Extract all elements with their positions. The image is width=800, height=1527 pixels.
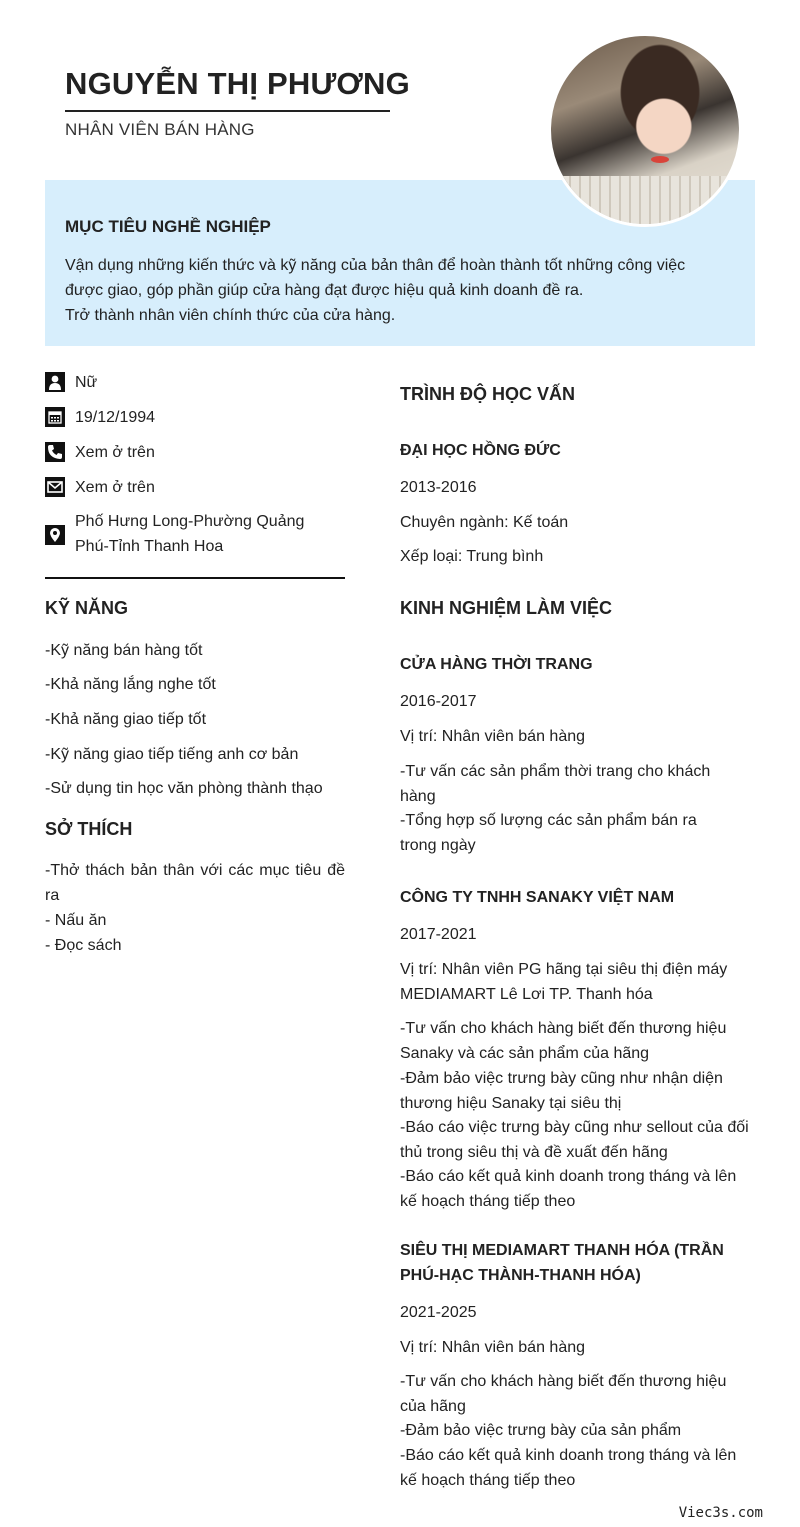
skills-heading: KỸ NĂNG	[45, 598, 129, 618]
job-position: Vị trí: Nhân viên PG hãng tại siêu thị điện máy MEDIAMART Lê Lơi TP. Thanh hóa	[400, 961, 728, 1003]
section-divider	[45, 577, 345, 579]
school-name: ĐẠI HỌC HỒNG ĐỨC	[400, 442, 561, 459]
watermark: Viec3s.com	[678, 1505, 763, 1521]
info-gender	[45, 372, 97, 395]
birthdate-value: 19/12/1994	[75, 409, 156, 426]
job-duty: -Tư vấn các sản phẩm thời trang cho khách hàng	[400, 763, 711, 805]
job-duty: -Báo cáo kết quả kinh doanh trong tháng và lên kế hoạch tháng tiếp theo	[400, 1447, 737, 1489]
skill-item: -Khả năng lắng nghe tốt	[45, 676, 216, 693]
job-duty: -Đảm bảo việc trưng bày của sản phẩm	[400, 1422, 682, 1439]
job-period: 2017-2021	[400, 926, 477, 943]
gender-value: Nữ	[75, 374, 98, 391]
education-major: Chuyên ngành: Kế toán	[400, 514, 569, 531]
objective-line: Vận dụng những kiến thức và kỹ năng của bản thân để hoàn thành tốt những công việc	[65, 257, 686, 274]
objective-heading: MỤC TIÊU NGHỀ NGHIỆP	[65, 217, 271, 236]
job-company: CỬA HÀNG THỜI TRANG	[400, 656, 593, 673]
phone-icon	[45, 442, 65, 462]
job-duty: -Báo cáo việc trưng bày cũng như sellout của đối thủ trong siêu thị và đề xuất đến hãng	[400, 1119, 749, 1161]
job-position: Vị trí: Nhân viên bán hàng	[400, 728, 586, 745]
job-company: CÔNG TY TNHH SANAKY VIỆT NAM	[400, 889, 675, 906]
job-duty: -Báo cáo kết quả kinh doanh trong tháng và lên kế hoạch tháng tiếp theo	[400, 1168, 737, 1210]
job-duty: -Tổng hợp số lượng các sản phẩm bán ra trong ngày	[400, 812, 697, 854]
education-period: 2013-2016	[400, 479, 477, 496]
photo-detail	[651, 156, 669, 163]
job-duty: -Đảm bảo việc trưng bày cũng như nhận diện thương hiệu Sanaky tại siêu thị	[400, 1070, 723, 1112]
skill-item: -Sử dụng tin học văn phòng thành thạo	[45, 780, 323, 797]
job-period: 2021-2025	[400, 1304, 477, 1321]
name-underline	[65, 110, 390, 112]
info-email	[45, 477, 155, 500]
calendar-icon	[45, 407, 65, 427]
job-company: SIÊU THỊ MEDIAMART THANH HÓA (TRẦN PHÚ-HẠC THÀNH-THANH HÓA)	[400, 1242, 724, 1284]
job-position: Vị trí: Nhân viên bán hàng	[400, 1339, 586, 1356]
job-duty: -Tư vấn cho khách hàng biết đến thương hiệu Sanaky và các sản phẩm của hãng	[400, 1020, 727, 1062]
skill-item: -Khả năng giao tiếp tốt	[45, 711, 207, 728]
email-value: Xem ở trên	[75, 479, 155, 496]
objective-line: được giao, góp phần giúp cửa hàng đạt được hiệu quả kinh doanh đề ra.	[65, 282, 584, 299]
photo-detail	[551, 176, 742, 227]
candidate-name: NGUYỄN THỊ PHƯƠNG	[65, 66, 410, 101]
skill-item: -Kỹ năng giao tiếp tiếng anh cơ bản	[45, 746, 299, 763]
hobby-item: - Nấu ăn	[45, 912, 107, 929]
phone-value: Xem ở trên	[75, 444, 155, 461]
address-value: Phố Hưng Long-Phường Quảng Phú-Tỉnh Thanh Hoa	[75, 513, 305, 555]
info-address	[45, 511, 335, 559]
hobbies-heading: SỞ THÍCH	[45, 819, 133, 839]
job-period: 2016-2017	[400, 693, 477, 710]
hobby-item: -Thở thách bản thân với các mục tiêu đề ra	[45, 862, 345, 904]
info-birthdate	[45, 407, 155, 430]
profile-photo	[548, 33, 742, 227]
mail-icon	[45, 477, 65, 497]
person-icon	[45, 372, 65, 392]
education-grade: Xếp loại: Trung bình	[400, 548, 544, 565]
hobby-item: - Đọc sách	[45, 937, 122, 954]
objective-line: Trở thành nhân viên chính thức của cửa hàng.	[65, 307, 396, 324]
job-title: NHÂN VIÊN BÁN HÀNG	[65, 120, 255, 139]
info-phone	[45, 442, 155, 465]
experience-heading: KINH NGHIỆM LÀM VIỆC	[400, 598, 613, 618]
objective-text	[65, 253, 745, 328]
location-icon	[45, 525, 65, 545]
job-duty: -Tư vấn cho khách hàng biết đến thương hiệu của hãng	[400, 1373, 727, 1415]
skill-item: -Kỹ năng bán hàng tốt	[45, 642, 203, 659]
education-heading: TRÌNH ĐỘ HỌC VẤN	[400, 384, 575, 404]
